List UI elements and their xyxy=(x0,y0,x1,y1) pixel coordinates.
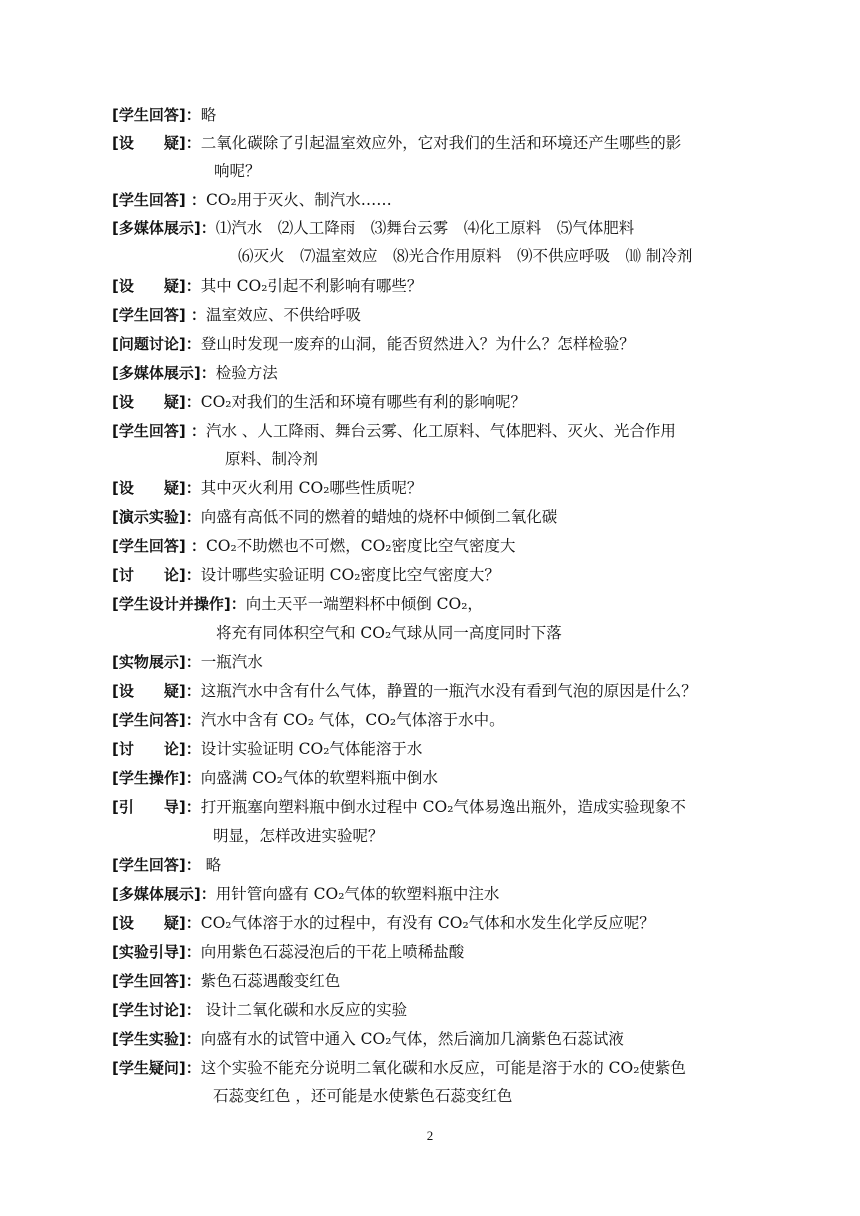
dialogue-line xyxy=(112,333,635,355)
speaker-tag: [设 疑]： xyxy=(112,479,201,497)
speaker-tag: [学生设计并操作]： xyxy=(112,595,246,613)
dialogue-line xyxy=(112,189,392,211)
line-text: 温室效应、不供给呼吸 xyxy=(205,306,361,324)
speaker-tag: [学生回答] ： xyxy=(112,191,206,209)
dialogue-line xyxy=(112,680,697,702)
speaker-tag: [讨 论]： xyxy=(112,566,201,584)
speaker-tag: [讨 论]： xyxy=(112,740,201,758)
speaker-tag: [学生实验]： xyxy=(112,1030,201,1048)
speaker-tag: [学生问答]： xyxy=(112,711,201,729)
dialogue-line xyxy=(112,912,655,934)
speaker-tag: [学生回答] ： xyxy=(112,537,206,555)
dialogue-line xyxy=(112,796,686,818)
speaker-tag: [学生回答]： xyxy=(112,972,201,990)
continuation-line: 原料、制冷剂 xyxy=(225,450,319,468)
dialogue-line xyxy=(112,738,422,760)
page-number: 2 xyxy=(426,1128,434,1143)
dialogue-line xyxy=(112,391,526,413)
dialogue-line xyxy=(112,535,516,557)
dialogue-line xyxy=(112,970,340,992)
line-text: 检验方法 xyxy=(215,364,278,382)
speaker-tag: [多媒体展示]： xyxy=(112,219,216,237)
line-text: CO₂不助燃也不可燃，CO₂密度比空气密度大 xyxy=(205,537,516,555)
line-text: 二氧化碳除了引起温室效应外，它对我们的生活和环境还产生哪些的影 xyxy=(200,134,682,152)
dialogue-line xyxy=(112,132,681,154)
speaker-tag: [实物展示]： xyxy=(112,653,201,671)
line-text: 汽水 、人工降雨、舞台云雾、化工原料、气体肥料、灭火、光合作用 xyxy=(205,422,676,440)
line-text: 其中灭火利用 CO₂哪些性质呢？ xyxy=(200,479,423,497)
continuation-line: 明显，怎样改进实验呢？ xyxy=(213,827,384,845)
dialogue-line xyxy=(112,506,557,528)
dialogue-line xyxy=(112,275,422,297)
speaker-tag: [问题讨论]： xyxy=(112,335,201,353)
line-text: 略 xyxy=(200,106,217,124)
speaker-tag: [演示实验]： xyxy=(112,508,201,526)
line-text: 一瓶汽水 xyxy=(200,653,263,671)
speaker-tag: [学生回答] ： xyxy=(112,306,206,324)
speaker-tag: [学生回答]： xyxy=(112,856,201,874)
continuation-line: 石蕊变红色 ，还可能是水使紫色石蕊变红色 xyxy=(213,1087,513,1105)
speaker-tag: [引 导]： xyxy=(112,798,201,816)
line-text: 设计哪些实验证明 CO₂密度比空气密度大？ xyxy=(200,566,500,584)
dialogue-line xyxy=(112,941,464,963)
dialogue-line xyxy=(112,651,263,673)
line-text: 这个实验不能充分说明二氧化碳和水反应，可能是溶于水的 CO₂使紫色 xyxy=(200,1059,686,1077)
line-text: 设计二氧化碳和水反应的实验 xyxy=(200,1001,408,1019)
speaker-tag: [设 疑]： xyxy=(112,682,201,700)
dialogue-line xyxy=(112,477,422,499)
line-text: CO₂用于灭火、制汽水…… xyxy=(205,191,392,209)
speaker-tag: [学生讨论]： xyxy=(112,1001,201,1019)
dialogue-line xyxy=(112,709,505,731)
line-text: 登山时发现一废弃的山洞，能否贸然进入？为什么？怎样检验？ xyxy=(200,335,635,353)
line-text: 用针管向盛有 CO₂气体的软塑料瓶中注水 xyxy=(215,885,500,903)
continuation-line: 响呢？ xyxy=(214,162,261,180)
dialogue-line xyxy=(112,1028,624,1050)
dialogue-line xyxy=(112,593,483,615)
speaker-tag: [设 疑]： xyxy=(112,134,201,152)
line-text: 略 xyxy=(200,856,222,874)
speaker-tag: [实验引导]： xyxy=(112,943,201,961)
dialogue-line xyxy=(112,420,676,442)
line-text: ⑴汽水 ⑵人工降雨 ⑶舞台云雾 ⑷化工原料 ⑸气体肥料 xyxy=(215,219,635,237)
continuation-line: 将充有同体积空气和 CO₂气球从同一高度同时下落 xyxy=(216,624,562,642)
dialogue-line xyxy=(112,854,221,876)
line-text: 其中 CO₂引起不利影响有哪些？ xyxy=(200,277,423,295)
speaker-tag: [设 疑]： xyxy=(112,393,201,411)
line-text: 紫色石蕊遇酸变红色 xyxy=(200,972,341,990)
dialogue-line xyxy=(112,362,278,384)
dialogue-line xyxy=(112,1057,686,1079)
speaker-tag: [学生操作]： xyxy=(112,769,201,787)
speaker-tag: [多媒体展示]： xyxy=(112,885,216,903)
line-text: 设计实验证明 CO₂气体能溶于水 xyxy=(200,740,423,758)
line-text: 向土天平一端塑料杯中倾倒 CO₂， xyxy=(245,595,483,613)
dialogue-line xyxy=(112,564,500,586)
line-text: 向用紫色石蕊浸泡后的干花上喷稀盐酸 xyxy=(200,943,465,961)
line-text: 向盛有高低不同的燃着的蜡烛的烧杯中倾倒二氧化碳 xyxy=(200,508,558,526)
dialogue-line xyxy=(112,767,438,789)
speaker-tag: [设 疑]： xyxy=(112,914,201,932)
speaker-tag: [设 疑]： xyxy=(112,277,201,295)
continuation-line: ⑹灭火 ⑺温室效应 ⑻光合作用原料 ⑼不供应呼吸 ⑽ 制冷剂 xyxy=(238,247,693,265)
dialogue-line xyxy=(112,217,634,239)
dialogue-line xyxy=(112,104,216,126)
speaker-tag: [学生回答] ： xyxy=(112,422,206,440)
line-text: CO₂对我们的生活和环境有哪些有利的影响呢？ xyxy=(200,393,527,411)
line-text: 汽水中含有 CO₂ 气体，CO₂气体溶于水中。 xyxy=(200,711,505,729)
line-text: CO₂气体溶于水的过程中，有没有 CO₂气体和水发生化学反应呢？ xyxy=(200,914,655,932)
dialogue-line xyxy=(112,304,361,326)
dialogue-line xyxy=(112,883,499,905)
dialogue-line xyxy=(112,999,407,1021)
line-text: 打开瓶塞向塑料瓶中倒水过程中 CO₂气体易逸出瓶外，造成实验现象不 xyxy=(200,798,686,816)
line-text: 这瓶汽水中含有什么气体，静置的一瓶汽水没有看到气泡的原因是什么？ xyxy=(200,682,697,700)
speaker-tag: [学生疑问]： xyxy=(112,1059,201,1077)
line-text: 向盛有水的试管中通入 CO₂气体，然后滴加几滴紫色石蕊试液 xyxy=(200,1030,624,1048)
speaker-tag: [多媒体展示]： xyxy=(112,364,216,382)
line-text: 向盛满 CO₂气体的软塑料瓶中倒水 xyxy=(200,769,438,787)
speaker-tag: [学生回答]： xyxy=(112,106,201,124)
